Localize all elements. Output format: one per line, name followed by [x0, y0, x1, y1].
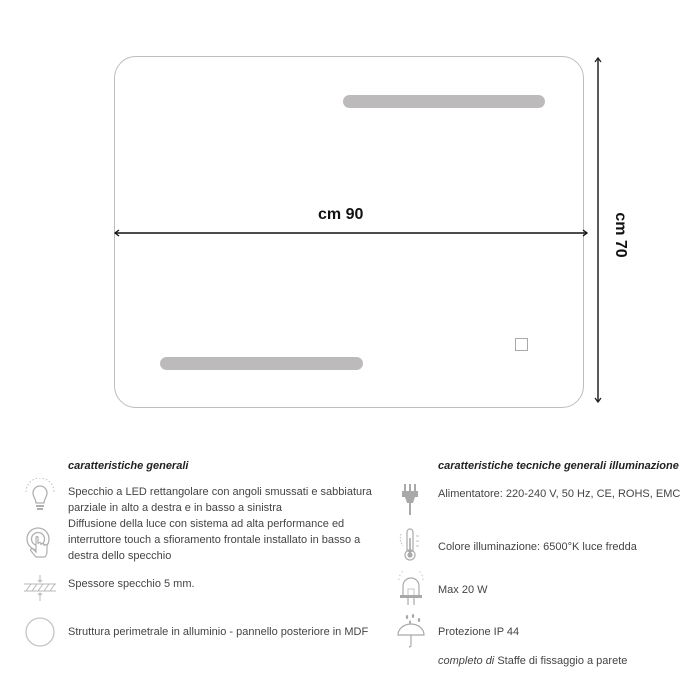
plug-icon [400, 484, 420, 516]
width-dimension-arrow [112, 227, 590, 239]
umbrella-icon [396, 614, 426, 648]
included-prefix: completo di [438, 655, 495, 667]
touch-switch-marker [515, 338, 528, 351]
spec-structure: Struttura perimetrale in alluminio - pannello posteriore in MDF [68, 626, 369, 638]
thickness-icon [22, 574, 58, 602]
touch-icon [24, 526, 56, 562]
spec-included-accessories [438, 653, 698, 669]
technical-section-title: caratteristiche tecniche generali illuminazione [438, 460, 679, 472]
spec-thickness: Spessore specchio 5 mm. [68, 578, 195, 590]
thermometer-icon [398, 528, 422, 562]
led-strip-top [343, 95, 545, 108]
led-icon [396, 570, 426, 606]
spec-ip-protection: Protezione IP 44 [438, 626, 520, 638]
width-label: cm 90 [318, 206, 364, 223]
circle-icon [24, 616, 56, 648]
spec-light-color: Colore illuminazione: 6500°K luce fredda [438, 541, 637, 553]
general-section-title: caratteristiche generali [68, 460, 189, 472]
height-dimension-arrow [592, 55, 604, 405]
spec-led-mirror: Specchio a LED rettangolare con angoli smussati e sabbiatura parziale in alto a destra e in basso a sinistra [68, 486, 372, 514]
spec-touch-switch: Diffusione della luce con sistema ad alta performance ed interruttore touch a sfioramento frontale installato in basso a destra dello specchio [68, 518, 361, 562]
spec-max-power: Max 20 W [438, 584, 488, 596]
height-label: cm 70 [612, 212, 629, 258]
included-text: Staffe di fissaggio a parete [494, 655, 628, 667]
spec-power-supply: Alimentatore: 220-240 V, 50 Hz, CE, ROHS, EMC [438, 488, 681, 500]
lightbulb-icon [22, 478, 58, 514]
led-strip-bottom [160, 357, 363, 370]
